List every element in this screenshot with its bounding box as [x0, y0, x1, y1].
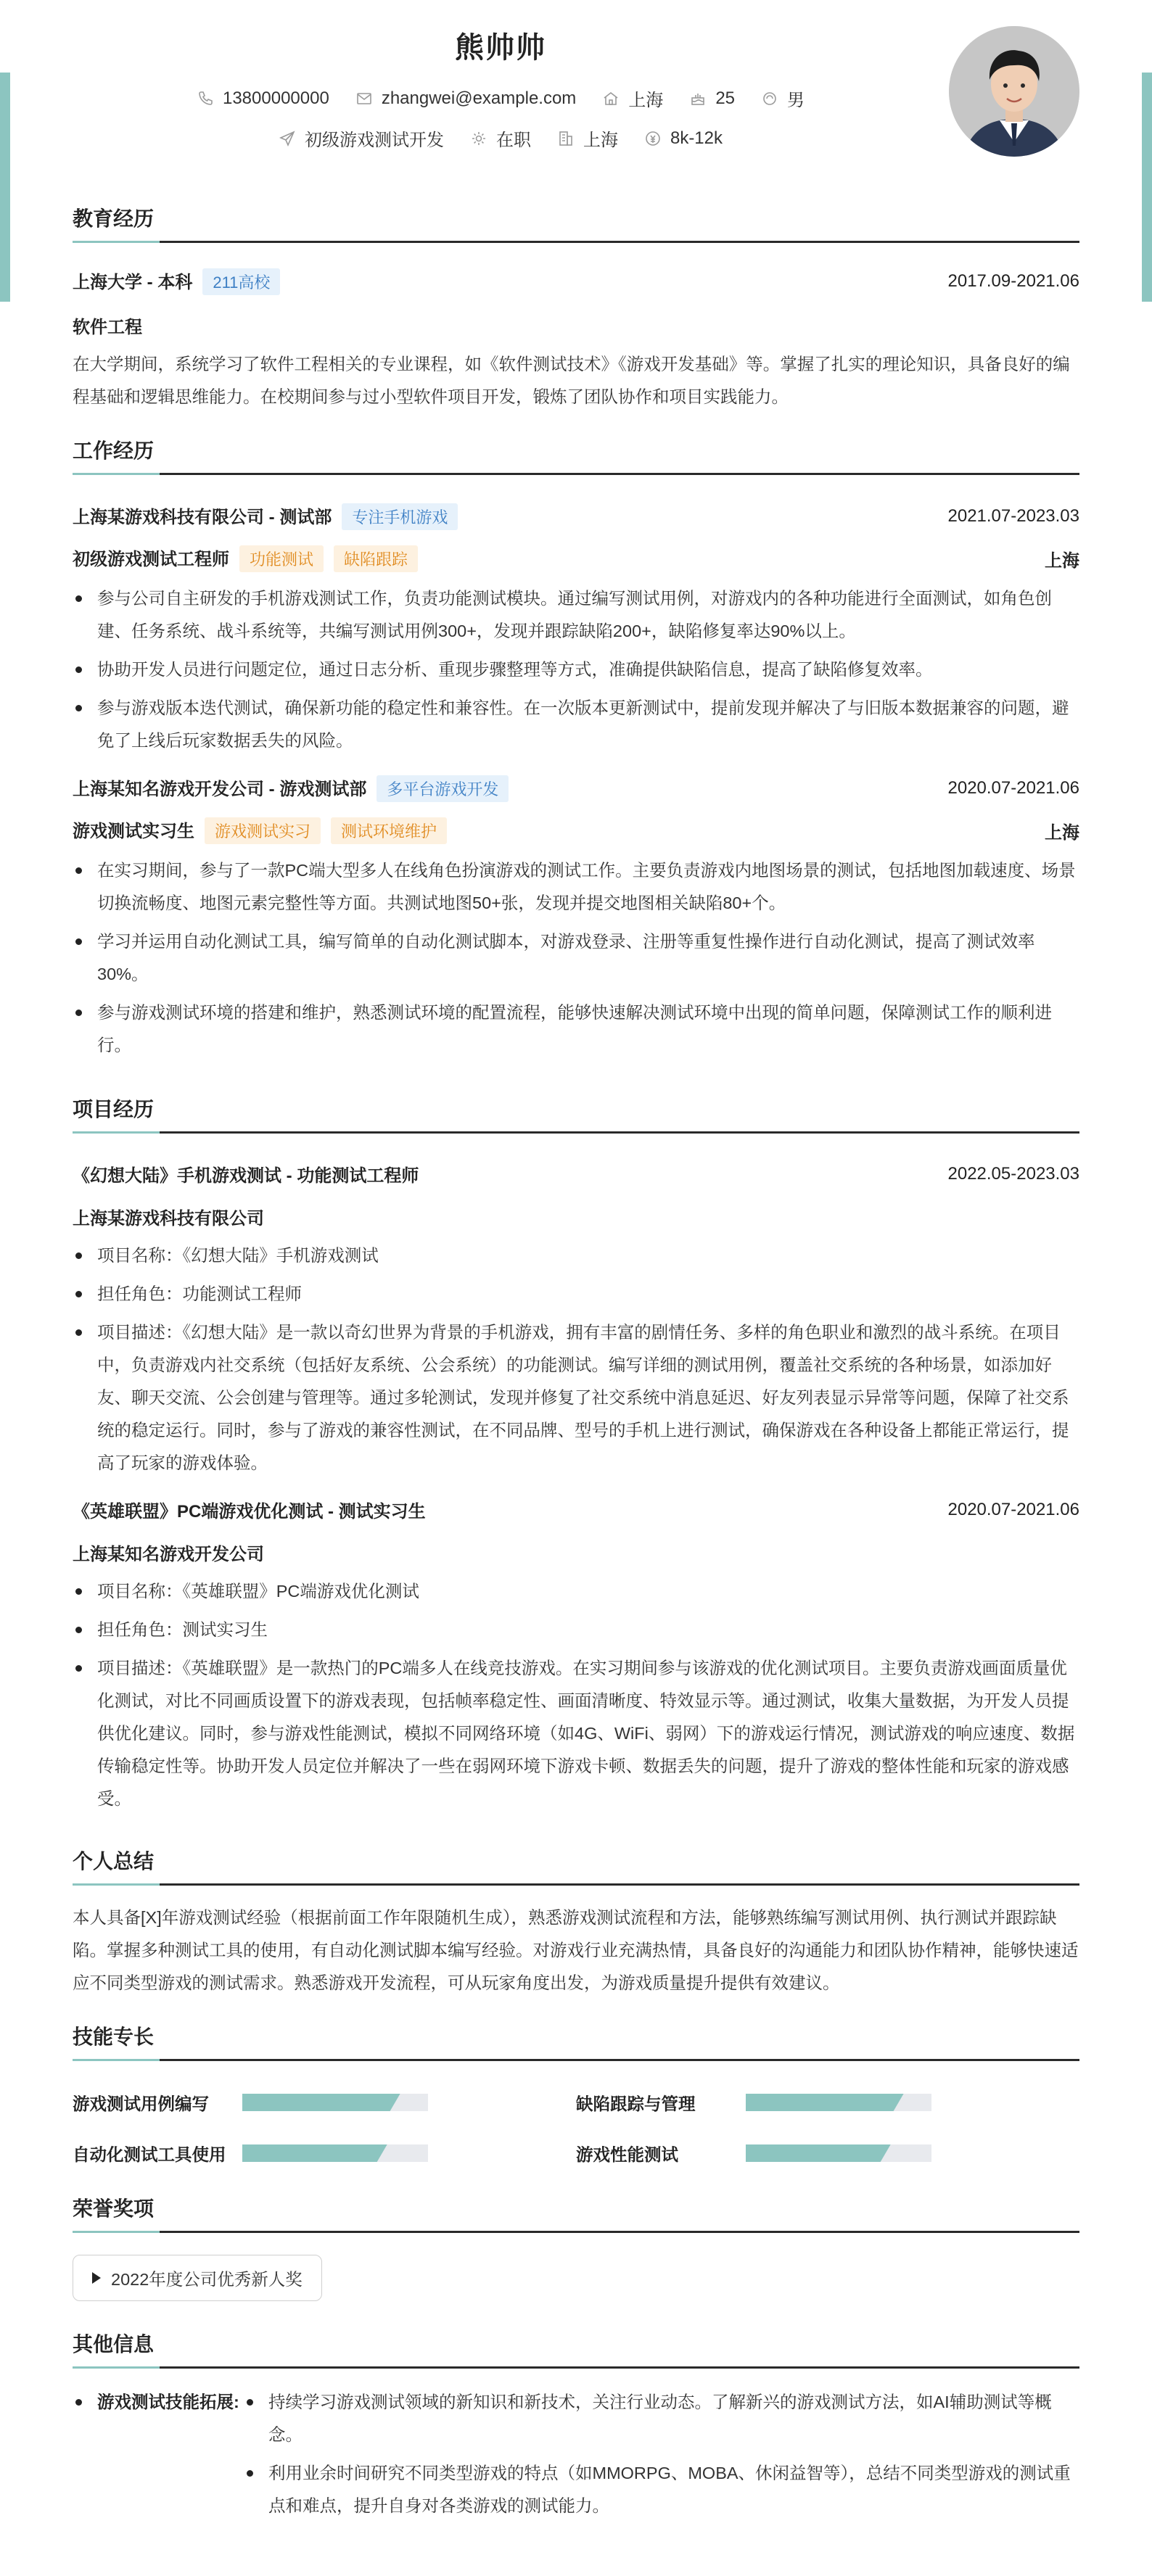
- list-item: 利用业余时间研究不同类型游戏的特点（如MMORPG、MOBA、休闲益智等），总结不同类型游戏的测试重点和难点，提升自身对各类游戏的测试能力。: [244, 2457, 1079, 2522]
- major-name: 软件工程: [73, 318, 142, 337]
- gear-icon: [470, 130, 487, 147]
- company-tag: 专注手机游戏: [342, 503, 458, 530]
- resume-header: [73, 0, 1079, 181]
- award-item[interactable]: [73, 2255, 322, 2301]
- list-item: 项目名称：《英雄联盟》PC端游戏优化测试: [73, 1575, 1079, 1608]
- avatar: [949, 26, 1079, 157]
- awards-section: [73, 2193, 1079, 2301]
- education-period: 2017.09-2021.06: [947, 271, 1079, 291]
- other-content: [73, 2386, 1079, 2528]
- list-item: 参与游戏版本迭代测试，确保新功能的稳定性和兼容性。在一次版本更新测试中，提前发现并解决了与旧版本数据兼容的问题，避免了上线后玩家数据丢失的风险。: [73, 692, 1079, 757]
- salary-item: [644, 128, 723, 149]
- company-name: 上海某知名游戏开发公司 - 游戏测试部: [73, 780, 367, 799]
- education-header: [73, 268, 1079, 295]
- section-title: 项目经历: [73, 1094, 1079, 1134]
- project-entry: [73, 1161, 1079, 1479]
- section-title: 其他信息: [73, 2329, 1079, 2369]
- status-item: [470, 125, 531, 151]
- projects-section: [73, 1094, 1079, 1815]
- email-item: [355, 88, 577, 109]
- job-target-text: 初级游戏测试开发: [304, 131, 444, 150]
- job-period: 2021.07-2023.03: [947, 506, 1079, 526]
- list-item: 参与游戏测试环境的搭建和维护，熟悉测试环境的配置流程，能够快速解决测试环境中出现的简单问题，保障测试工作的顺利进行。: [73, 996, 1079, 1062]
- project-bullets: [73, 1575, 1079, 1815]
- left-decoration-bar: [0, 73, 10, 302]
- project-entry: [73, 1497, 1079, 1815]
- job-tag: 游戏测试实习: [205, 817, 321, 844]
- school-name: 上海大学 - 本科: [73, 273, 193, 292]
- job-target-item: [279, 125, 444, 151]
- job-position-row: [73, 817, 1079, 844]
- school-tag: 211高校: [202, 268, 280, 295]
- money-icon: [644, 130, 662, 147]
- city-text: 上海: [628, 91, 664, 110]
- phone-item: [197, 88, 329, 109]
- job-entry: [73, 503, 1079, 757]
- summary-text: 本人具备[X]年游戏测试经验（根据前面工作年限随机生成），熟悉游戏测试流程和方法，能够熟练编写测试用例、执行测试并跟踪缺陷。掌握多种测试工具的使用，有自动化测试脚本编写经验。对游戏行业充满热情，具备良好的沟通能力和团队协作精神，能够快速适应不同类型游戏的测试需求。熟悉游戏开发流程，可从玩家角度出发，为游戏质量提升提供有效建议。: [73, 1908, 1079, 1992]
- list-item: 参与公司自主研发的手机游戏测试工作，负责功能测试模块。通过编写测试用例，对游戏内的各种功能进行全面测试，如角色创建、任务系统、战斗系统等，共编写测试用例300+，发现并跟踪缺陷200+，缺陷修复率达90%以上。: [73, 582, 1079, 648]
- work-section: [73, 435, 1079, 1062]
- project-header: [73, 1161, 1079, 1186]
- project-bullets: [73, 1239, 1079, 1479]
- list-item: 协助开发人员进行问题定位，通过日志分析、重现步骤整理等方式，准确提供缺陷信息，提高了缺陷修复效率。: [73, 653, 1079, 686]
- skills-grid: [73, 2090, 1079, 2166]
- position-line: [73, 817, 447, 844]
- education-description: 在大学期间，系统学习了软件工程相关的专业课程，如《软件测试技术》《游戏开发基础》等。掌握了扎实的理论知识，具备良好的编程基础和逻辑思维能力。在校期间参与过小型软件项目开发，锻炼了团队协作和项目实践能力。: [73, 355, 1070, 406]
- salary-text: 8k-12k: [670, 128, 723, 148]
- job-entry: [73, 775, 1079, 1062]
- school-line: [73, 268, 280, 295]
- mail-icon: [355, 90, 373, 107]
- play-triangle-icon: [92, 2272, 101, 2284]
- other-label: 游戏测试技能拓展:: [73, 2386, 244, 2528]
- skill-bar: [242, 2144, 428, 2162]
- building-icon: [557, 130, 575, 147]
- job-bullets: [73, 854, 1079, 1062]
- skill-bar: [242, 2094, 428, 2111]
- project-company: 上海某游戏科技有限公司: [73, 1209, 264, 1229]
- work-city-item: [557, 125, 618, 151]
- list-item: 项目名称：《幻想大陆》手机游戏测试: [73, 1239, 1079, 1272]
- phone-text: 13800000000: [222, 88, 329, 108]
- job-header: [73, 503, 1079, 530]
- skill-item: [576, 2141, 1079, 2166]
- phone-icon: [197, 90, 214, 107]
- list-item: 在实习期间，参与了一款PC端大型多人在线角色扮演游戏的测试工作。主要负责游戏内地图场景的测试，包括地图加载速度、场景切换流畅度、地图元素完整性等方面。共测试地图50+张，发现并提交地图相关缺陷80+个。: [73, 854, 1079, 920]
- company-tag: 多平台游戏开发: [377, 775, 509, 802]
- resume-page: [73, 0, 1079, 2528]
- position-line: [73, 545, 418, 572]
- contact-row: [73, 86, 929, 111]
- job-tag: 缺陷跟踪: [334, 545, 418, 572]
- age-item: [689, 88, 735, 109]
- status-text: 在职: [495, 131, 531, 150]
- project-period: 2020.07-2021.06: [947, 1499, 1079, 1519]
- skill-name: 游戏测试用例编写: [73, 2094, 209, 2113]
- education-section: [73, 203, 1079, 413]
- summary-section: [73, 1846, 1079, 1999]
- project-name: 《英雄联盟》PC端游戏优化测试 - 测试实习生: [73, 1502, 426, 1522]
- section-title: 教育经历: [73, 203, 1079, 243]
- skill-bar-fill: [746, 2094, 904, 2111]
- list-item: 项目描述：《英雄联盟》是一款热门的PC端多人在线竞技游戏。在实习期间参与该游戏的优化测试项目。主要负责游戏画面质量优化测试，对比不同画质设置下的游戏表现，包括帧率稳定性、画面清晰度、特效显示等。通过测试，收集大量数据，为开发人员提供优化建议。同时，参与游戏性能测试，模拟不同网络环境（如4G、WiFi、弱网）下的游戏运行情况，测试游戏的响应速度、数据传输稳定性等。协助开发人员定位并解决了一些在弱网环境下游戏卡顿、数据丢失的问题，提升了游戏的整体性能和玩家的游戏感受。: [73, 1652, 1079, 1815]
- skill-bar: [746, 2094, 931, 2111]
- other-bullets: [244, 2386, 1079, 2528]
- skill-bar-fill: [242, 2094, 400, 2111]
- work-city-text: 上海: [583, 131, 618, 150]
- section-title: 工作经历: [73, 435, 1079, 475]
- skill-item: [73, 2141, 576, 2166]
- list-item: 持续学习游戏测试领域的新知识和新技术，关注行业动态。了解新兴的游戏测试方法，如AI辅助测试等概念。: [244, 2386, 1079, 2451]
- job-intent-row: [73, 125, 929, 151]
- job-header: [73, 775, 1079, 802]
- send-icon: [279, 130, 296, 147]
- skill-bar-fill: [746, 2144, 891, 2162]
- job-period: 2020.07-2021.06: [947, 778, 1079, 798]
- other-section: [73, 2329, 1079, 2528]
- list-item: 担任角色：功能测试工程师: [73, 1278, 1079, 1310]
- cake-icon: [689, 90, 707, 107]
- project-period: 2022.05-2023.03: [947, 1163, 1079, 1184]
- skill-name: 缺陷跟踪与管理: [576, 2094, 696, 2113]
- project-name: 《幻想大陆》手机游戏测试 - 功能测试工程师: [73, 1166, 419, 1186]
- list-item: 担任角色：测试实习生: [73, 1614, 1079, 1646]
- email-text: zhangwei@example.com: [381, 88, 577, 108]
- section-title: 个人总结: [73, 1846, 1079, 1886]
- list-item: 项目描述：《幻想大陆》是一款以奇幻世界为背景的手机游戏，拥有丰富的剧情任务、多样的角色职业和激烈的战斗系统。在项目中，负责游戏内社交系统（包括好友系统、公会系统）的功能测试。编写详细的测试用例，覆盖社交系统的各种场景，如添加好友、聊天交流、公会创建与管理等。通过多轮测试，发现并修复了社交系统中消息延迟、好友列表显示异常等问题，保障了社交系统的稳定运行。同时，参与了游戏的兼容性测试，在不同品牌、型号的手机上进行测试，确保游戏在各种设备上都能正常运行，提高了玩家的游戏体验。: [73, 1316, 1079, 1479]
- section-title: 荣誉奖项: [73, 2193, 1079, 2233]
- job-tag: 测试环境维护: [331, 817, 447, 844]
- city-item: [602, 86, 663, 111]
- skill-name: 自动化测试工具使用: [73, 2145, 226, 2164]
- skill-bar: [746, 2144, 931, 2162]
- job-bullets: [73, 582, 1079, 757]
- company-line: [73, 503, 458, 530]
- skill-name: 游戏性能测试: [576, 2145, 678, 2164]
- job-position-row: [73, 545, 1079, 572]
- job-tag: 功能测试: [239, 545, 324, 572]
- gender-icon: [761, 90, 778, 107]
- skill-bar-fill: [242, 2144, 387, 2162]
- candidate-name: 熊帅帅: [455, 32, 546, 64]
- job-location: 上海: [1045, 550, 1079, 571]
- list-item: 学习并运用自动化测试工具，编写简单的自动化测试脚本，对游戏登录、注册等重复性操作进行自动化测试，提高了测试效率30%。: [73, 925, 1079, 991]
- project-header: [73, 1497, 1079, 1522]
- skill-item: [576, 2090, 1079, 2115]
- position-name: 游戏测试实习生: [73, 822, 194, 841]
- home-icon: [602, 90, 620, 107]
- position-name: 初级游戏测试工程师: [73, 550, 229, 569]
- age-text: 25: [715, 88, 736, 108]
- company-name: 上海某游戏科技有限公司 - 测试部: [73, 508, 332, 527]
- gender-text: 男: [787, 91, 805, 110]
- gender-item: [761, 86, 805, 111]
- section-title: 技能专长: [73, 2021, 1079, 2061]
- project-company: 上海某知名游戏开发公司: [73, 1545, 264, 1564]
- skills-section: [73, 2021, 1079, 2166]
- job-location: 上海: [1045, 822, 1079, 843]
- award-text: 2022年度公司优秀新人奖: [111, 2270, 303, 2289]
- skill-item: [73, 2090, 576, 2115]
- awards-list: [73, 2255, 1079, 2301]
- company-line: [73, 775, 509, 802]
- right-decoration-bar: [1142, 73, 1152, 302]
